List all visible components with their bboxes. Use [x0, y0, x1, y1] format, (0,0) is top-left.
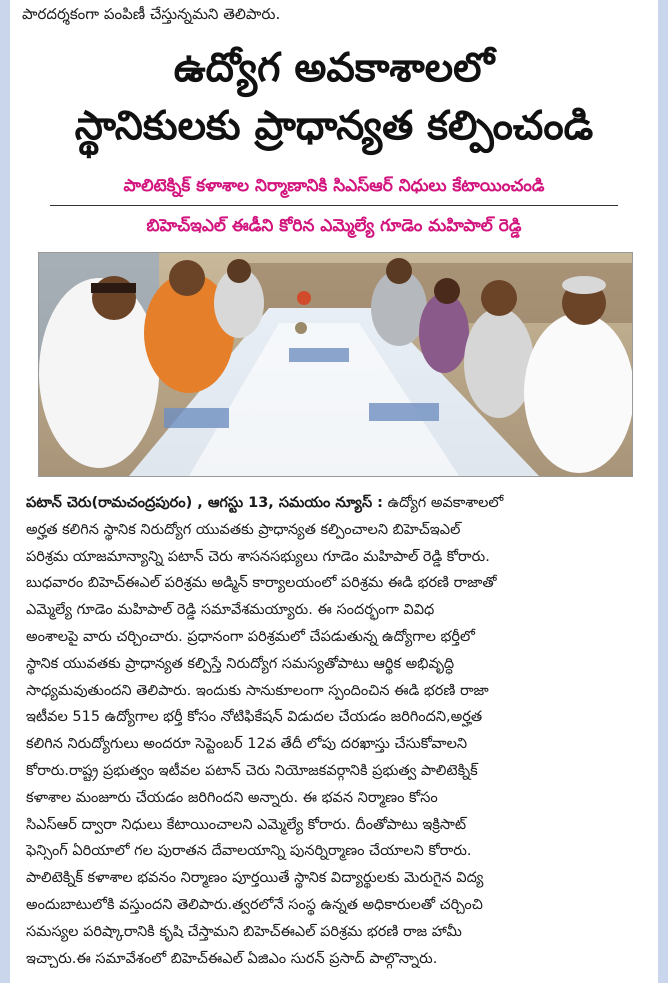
- headline-line-1: ఉద్యోగ అవకాశాలలో: [173, 45, 495, 91]
- headline-line-2: స్థానికులకు ప్రాధాన్యత కల్పించండి: [74, 103, 594, 149]
- article-line: ఇటీవల 515 ఉద్యోగాల భర్తీ కోసం నోటిఫికేషన్ విడుదల చేయడం జరిగిందని,అర్హత: [26, 709, 483, 726]
- article-line: కలిగిన నిరుద్యోగులు అందరూ సెప్టెంబర్ 12వ తేదీ లోపు దరఖాస్తు చేసుకోవాలని: [26, 736, 468, 753]
- page-bottom-edge: [10, 972, 658, 983]
- article-line: అర్హత కలిగిన స్థానిక నిరుద్యోగ యువతకు ప్రాధాన్యత కల్పించాలని బిహెచ్ఇఎల్: [26, 521, 461, 538]
- article-line: పరిశ్రమ యాజమాన్యాన్ని పటాన్ చెరు శాసనసభ్యులు గూడెం మహిపాల్ రెడ్డి కోరారు.: [26, 548, 490, 565]
- article-line: పాలిటెక్నిక్ కళాశాల భవనం నిర్మాణం పూర్తయితే స్థానిక విద్యార్థులకు మెరుగైన విద్య: [26, 870, 484, 887]
- article-line: [26, 490, 648, 517]
- subheadline-2: బిహెచ్ఇఎల్ ఈడీని కోరిన ఎమ్మెల్యే గూడెం మహిపాల్ రెడ్డి: [146, 216, 522, 236]
- article-body: [26, 490, 648, 972]
- previous-article-tail: పారదర్శకంగా పంపిణీ చేస్తున్నమని తెలిపారు.: [22, 5, 281, 23]
- article-line: సిఎస్ఆర్ ద్వారా నిధులు కేటాయించాలని ఎమ్మెల్యే కోరారు. దీంతోపాటు ఇక్రిసాట్: [26, 816, 467, 833]
- article-line: ఎమ్మెల్యే గూడెం మహిపాల్ రెడ్డి సమావేశమయ్యారు. ఈ సందర్భంగా వివిధ: [26, 602, 435, 619]
- subheadline-1: పాలిటెక్నిక్ కళాశాల నిర్మాణానికి సిఎస్ఆర్ నిధులు కేటాయించండి: [123, 176, 545, 196]
- article-line: సాధ్యమవుతుందని తెలిపారు. ఇందుకు సానుకూలంగా స్పందించిన ఈడి భరణి రాజా: [26, 682, 489, 699]
- article-line: బుధవారం బిహెచ్ఈఎల్ పరిశ్రమ అడ్మిన్ కార్యాలయంలో పరిశ్రమ ఈడి భరణి రాజాతో: [26, 575, 497, 592]
- article-line: అంశాలపై వారు చర్చించారు. ప్రధానంగా పరిశ్రమలో చేపడుతున్న ఉద్యోగాల భర్తీలో: [26, 628, 475, 645]
- article-line: అందుబాటులోకి వస్తుందని తెలిపారు.త్వరలోనే సంస్థ ఉన్నత అధికారులతో చర్చించి: [26, 896, 483, 913]
- meeting-photo: [38, 252, 633, 477]
- article-line: సమస్యల పరిష్కారానికి కృషి చేస్తామని బిహెచ్ఈఎల్ పరిశ్రమ భరణి రాజ హామీ: [26, 923, 462, 940]
- dateline: పటాన్ చెరు(రామచంద్రపురం) , ఆగస్టు 13, సమయం న్యూస్ :: [26, 495, 383, 511]
- article-line-text: ఉద్యోగ అవకాశాలలో: [387, 495, 504, 511]
- article-line: కోరారు.రాష్ట్ర ప్రభుత్వం ఇటీవల పటాన్ చెరు నియోజకవర్గానికి ప్రభుత్వ పాలిటెక్నిక్: [26, 762, 478, 779]
- article-line: స్థానిక యువతకు ప్రాధాన్యత కల్పిస్తే నిరుద్యోగ సమస్యతోపాటు ఆర్థిక అభివృద్ధి: [26, 655, 455, 672]
- subheadline-divider: [50, 205, 618, 206]
- article-line: ఫెన్సింగ్ ఏరియాలో గల పురాతన దేవాలయాన్ని పునర్నిర్మాణం చేయాలని కోరారు.: [26, 843, 472, 860]
- article-line: ఇచ్చారు.ఈ సమావేశంలో బిహెచ్ఈఎల్ ఏజిఎం సురన్ ప్రసాద్ పాల్గొన్నారు.: [26, 950, 438, 967]
- article-line: కళాశాల మంజూరు చేయడం జరిగిందని అన్నారు. ఈ భవన నిర్మాణం కోసం: [26, 789, 438, 806]
